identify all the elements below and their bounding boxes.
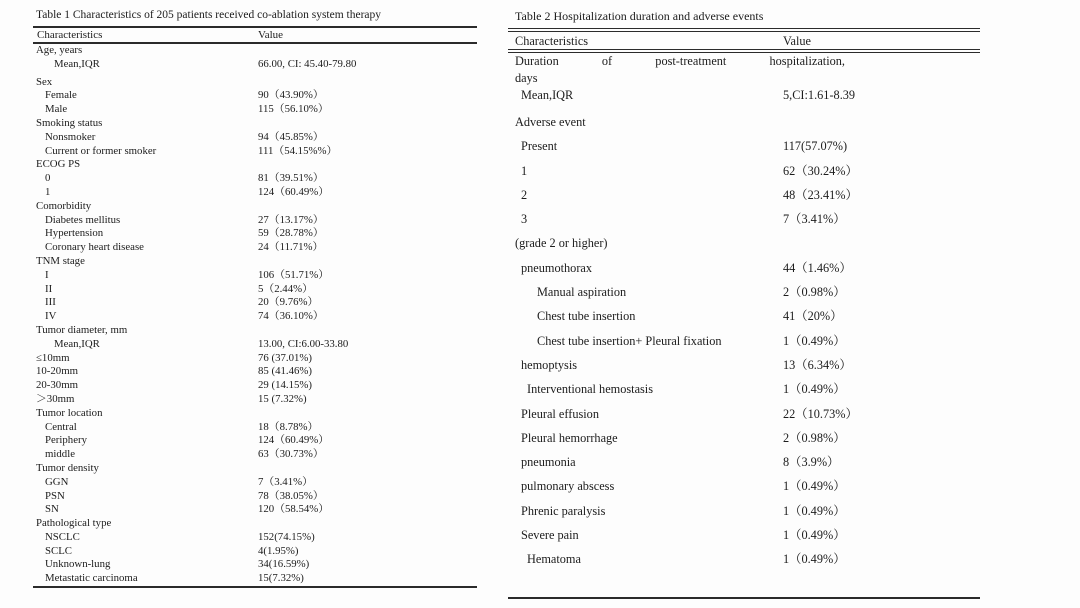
row-value: 90（43.90%） [258,89,324,102]
table-row [508,329,980,353]
table-row [508,426,980,450]
table-row [33,283,477,297]
row-value: 18（8.78%） [258,420,319,433]
row-value: 1（0.49%） [783,528,846,543]
row-label: middle [45,448,75,461]
row-label: Pleural effusion [521,406,599,421]
row-label: I [45,268,49,281]
table-row [508,280,980,304]
row-label: PSN [45,489,65,502]
table-row [508,183,980,207]
table-row [33,310,477,324]
row-value: 2（0.98%） [783,285,846,300]
row-value: 15 (7.32%) [258,392,307,405]
table-row [33,462,477,476]
table-row [33,44,477,58]
row-label: Hematoma [527,552,581,567]
row-value: 1（0.49%） [783,552,846,567]
row-label: pneumothorax [521,260,593,275]
table-row [33,241,477,255]
row-value: 120（58.54%） [258,503,330,516]
row-label: 0 [45,172,51,185]
table-row [33,365,477,379]
row-value: 1（0.49%） [783,479,846,494]
row-label: Tumor diameter, mm [36,323,128,336]
row-label: Hypertension [45,227,104,240]
row-label: Sex [36,75,53,88]
table2-title: Table 2 Hospitalization duration and adverse events [515,9,764,23]
row-label: Present [521,139,558,154]
row-value: 94（45.85%） [258,130,324,143]
row-label: ≤10mm [36,351,70,364]
row-value: 5（2.44%） [258,282,313,295]
table-row [508,159,980,183]
row-label: SCLC [45,544,73,557]
table-row [33,503,477,517]
table1-value-header: Value [258,29,284,41]
row-value: 124（60.49%） [258,185,330,198]
row-label: 1 [521,163,528,178]
row-label: II [45,282,53,295]
row-label: Male [45,103,68,116]
row-label: pulmonary abscess [521,479,615,494]
row-label: Coronary heart disease [45,241,144,254]
table-row [508,231,980,255]
row-value: 27（13.17%） [258,213,324,226]
row-label: hemoptysis [521,357,578,372]
table2-body [508,53,980,572]
row-label: Severe pain [521,528,579,543]
row-label: Comorbidity [36,199,92,212]
row-label: Age, years [36,44,83,56]
row-value: 63（30.73%） [258,448,324,461]
row-label: Chest tube insertion [537,309,636,324]
table-row [508,256,980,280]
table-row [33,103,477,117]
row-value: 7（3.41%） [783,212,846,227]
table-row [33,448,477,462]
row-value: 62（30.24%） [783,163,858,178]
table-row [508,207,980,231]
table-row [33,227,477,241]
row-label: Mean,IQR [54,337,100,350]
table-row [33,296,477,310]
row-value: 1（0.49%） [783,333,846,348]
row-value: 44（1.46%） [783,260,852,275]
row-value: 5,CI:1.61-8.39 [783,88,856,102]
table-row [508,87,980,104]
table-row [508,474,980,498]
table-row [33,76,477,90]
table-row [33,531,477,545]
row-value: 111（54.15%%） [258,144,338,157]
row-value: 8（3.9%） [783,455,840,470]
table-row [33,352,477,366]
row-label: Current or former smoker [45,144,157,157]
row-value: 20（9.76%） [258,296,319,309]
table-row [33,476,477,490]
row-label: ECOG PS [36,158,81,171]
table-row [33,269,477,283]
row-label: 10-20mm [36,365,78,378]
table2-bottom-rule [508,597,980,599]
table2-adverse-events [508,0,980,599]
table-row [508,450,980,474]
row-label: pneumonia [521,455,576,470]
table-row [508,353,980,377]
row-value: 24（11.71%） [258,241,324,254]
row-value: 74（36.10%） [258,310,324,323]
table1-bottom-rule [33,586,477,588]
row-value: 124（60.49%） [258,434,330,447]
row-label: Periphery [45,434,87,447]
row-label: 20-30mm [36,379,78,392]
row-value: 1（0.49%） [783,382,846,397]
table-row [33,200,477,214]
row-label: 3 [521,212,528,227]
row-label: GGN [45,475,69,488]
row-label: Central [45,420,77,433]
row-label: Unknown-lung [45,558,111,571]
row-label: SN [45,503,59,516]
row-value: 22（10.73%） [783,406,858,421]
table-row [33,393,477,407]
table2-characteristics-header: Characteristics [515,34,589,48]
row-label: ＞30mm [36,392,75,405]
table-row [33,338,477,352]
table-row [33,545,477,559]
table-row [33,490,477,504]
row-label: Chest tube insertion+ Pleural fixation [537,333,722,348]
row-label: Mean,IQR [521,88,574,102]
table-row [508,377,980,401]
row-label: Tumor location [36,406,103,419]
table-row [33,186,477,200]
row-value: 48（23.41%） [783,187,858,202]
row-label: Mean,IQR [54,57,100,70]
table2-value-header: Value [783,34,811,48]
row-value: 152(74.15%) [258,530,315,543]
row-label: Phrenic paralysis [521,503,606,518]
table-row [508,53,980,70]
row-value: 13.00, CI:6.00-33.80 [258,337,349,350]
row-value: 85 (41.46%) [258,365,312,378]
row-label: Adverse event [515,115,586,129]
row-label: Pathological type [36,517,112,530]
row-value: 41（20%） [783,309,843,324]
row-label: Manual aspiration [537,285,627,300]
row-label: (grade 2 or higher) [515,236,608,251]
row-label: 2 [521,187,528,202]
row-label: NSCLC [45,530,80,543]
row-value: 34(16.59%) [258,558,310,571]
table-row [508,304,980,328]
row-label: days [515,71,538,85]
table2-header-row [508,32,980,49]
table-row [33,434,477,448]
table-row [33,117,477,131]
row-label: Tumor density [36,461,99,474]
table-row [33,255,477,269]
row-value: 13（6.34%） [783,357,852,372]
table-row [33,145,477,159]
table-row [33,172,477,186]
row-value: 2（0.98%） [783,430,846,445]
table1-body [33,44,477,586]
row-value: 81（39.51%） [258,172,324,185]
row-label: 1 [45,185,51,198]
table1-characteristics-header: Characteristics [37,29,103,41]
row-label: Pleural hemorrhage [521,430,618,445]
table-row [33,572,477,586]
row-value: 76 (37.01%) [258,351,312,364]
row-label: III [45,296,56,309]
table-row [33,517,477,531]
table-row [33,407,477,421]
row-label: Diabetes mellitus [45,213,121,226]
row-value: 59（28.78%） [258,227,324,240]
row-value: 117(57.07%) [783,139,848,154]
row-value: 106（51.71%） [258,268,330,281]
row-label: Metastatic carcinoma [45,572,138,585]
row-label: Duration of post-treatment hospitalization, [515,54,845,68]
table1-patient-characteristics [33,0,477,588]
table-row [508,499,980,523]
row-label: Smoking status [36,116,103,129]
table-row [33,89,477,103]
row-value: 15(7.32%) [258,572,304,585]
table-row [33,214,477,228]
table-row [33,131,477,145]
row-value: 78（38.05%） [258,489,324,502]
table-row [33,421,477,435]
table-row [33,558,477,572]
table-row [33,158,477,172]
row-label: Nonsmoker [45,130,96,143]
table-row [508,402,980,426]
row-value: 29 (14.15%) [258,379,312,392]
row-label: IV [45,310,57,323]
row-value: 66.00, CI: 45.40-79.80 [258,57,357,70]
table-row [508,134,980,158]
row-value: 115（56.10%） [258,103,329,116]
table-row [33,379,477,393]
table1-title: Table 1 Characteristics of 205 patients received co-ablation system therapy [36,9,382,21]
table-row [33,324,477,338]
row-label: Female [45,89,77,102]
row-label: TNM stage [36,254,85,267]
table-row [508,110,980,134]
row-value: 1（0.49%） [783,503,846,518]
table1-header-row [33,28,477,42]
row-label: Interventional hemostasis [527,382,654,397]
table-row [508,523,980,547]
table-row [508,547,980,571]
table-row [508,70,980,87]
row-value: 4(1.95%) [258,544,299,557]
table-row [33,58,477,72]
row-value: 7（3.41%） [258,475,313,488]
